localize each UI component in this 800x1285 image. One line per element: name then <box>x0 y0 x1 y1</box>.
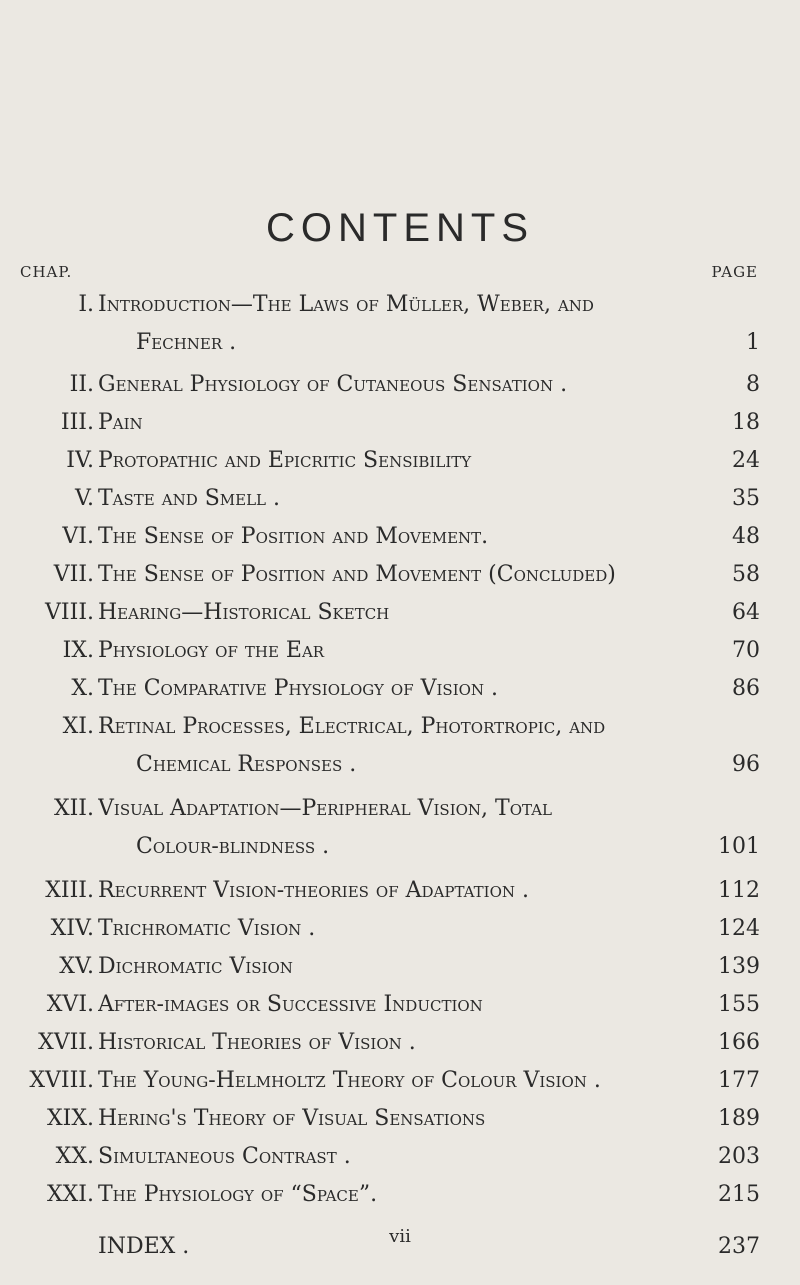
toc-entry <box>0 286 800 362</box>
page-number: 86 <box>732 676 760 701</box>
toc-entry <box>0 790 800 866</box>
toc-entry <box>0 1138 800 1176</box>
chapter-title: Chemical Responses . <box>136 752 357 777</box>
chapter-title: Colour-blindness . <box>136 834 330 859</box>
page-number: 155 <box>718 992 760 1017</box>
chapter-title: Fechner . <box>136 330 237 355</box>
chapter-number: XVII. <box>38 1030 94 1055</box>
page-number: 215 <box>718 1182 760 1207</box>
chapter-number: III. <box>60 410 94 435</box>
chapter-title: The Young-Helmholtz Theory of Colour Vision . <box>98 1068 601 1093</box>
chapter-number: XX. <box>55 1144 94 1169</box>
toc-entry <box>0 1062 800 1100</box>
toc-entry <box>0 1176 800 1214</box>
chapter-number: XXI. <box>46 1182 94 1207</box>
chapter-number: X. <box>71 676 94 701</box>
chapter-title: The Physiology of “Space”. <box>98 1182 378 1207</box>
chapter-title: Simultaneous Contrast . <box>98 1144 351 1169</box>
chapter-number: XIV. <box>50 916 94 941</box>
toc-entry <box>0 1100 800 1138</box>
page-number: 166 <box>718 1030 760 1055</box>
page-number: 35 <box>732 486 760 511</box>
chapter-column-header: CHAP. <box>20 263 73 281</box>
toc-entry <box>0 910 800 948</box>
toc-entry <box>0 872 800 910</box>
chapter-title: Hearing—Historical Sketch <box>98 600 390 625</box>
page-number: 124 <box>718 916 760 941</box>
chapter-title: Dichromatic Vision <box>98 954 293 979</box>
chapter-title: Recurrent Vision-theories of Adaptation . <box>98 878 530 903</box>
toc-entry <box>0 518 800 556</box>
chapter-title: Trichromatic Vision . <box>98 916 316 941</box>
toc-entry <box>0 556 800 594</box>
chapter-title: Hering's Theory of Visual Sensations <box>98 1106 486 1131</box>
chapter-number: VIII. <box>45 600 94 625</box>
page-number: 24 <box>732 448 760 473</box>
chapter-number: II. <box>69 372 94 397</box>
page-number: 64 <box>732 600 760 625</box>
page-number: 112 <box>718 878 760 903</box>
toc-entry <box>0 366 800 404</box>
chapter-number: XVIII. <box>29 1068 94 1093</box>
page-number: 101 <box>718 834 760 859</box>
chapter-title: Historical Theories of Vision . <box>98 1030 416 1055</box>
page-column-header: PAGE <box>711 263 758 281</box>
toc-entry <box>0 986 800 1024</box>
toc-list <box>0 286 800 1266</box>
chapter-number: V. <box>74 486 94 511</box>
page-number: 139 <box>718 954 760 979</box>
page-number: 177 <box>718 1068 760 1093</box>
toc-entry <box>0 1024 800 1062</box>
chapter-title: Introduction—The Laws of Müller, Weber, and <box>98 292 594 317</box>
chapter-title: After-images or Successive Induction <box>98 992 483 1017</box>
page-number: 1 <box>746 330 760 355</box>
page-number: 48 <box>732 524 760 549</box>
toc-entry <box>0 948 800 986</box>
chapter-title: General Physiology of Cutaneous Sensation . <box>98 372 568 397</box>
toc-entry <box>0 404 800 442</box>
chapter-title: The Sense of Position and Movement. <box>98 524 489 549</box>
chapter-title: Taste and Smell . <box>98 486 280 511</box>
chapter-number: XIII. <box>45 878 94 903</box>
chapter-number: XI. <box>62 714 94 739</box>
toc-entry <box>0 442 800 480</box>
page-title: CONTENTS <box>266 206 534 250</box>
page-number: 18 <box>732 410 760 435</box>
chapter-number: IX. <box>62 638 94 663</box>
chapter-number: XVI. <box>46 992 94 1017</box>
toc-entry <box>0 632 800 670</box>
page-folio: vii <box>389 1226 411 1247</box>
chapter-number: I. <box>78 292 94 317</box>
chapter-number: VII. <box>53 562 94 587</box>
chapter-title: The Sense of Position and Movement (Concluded) <box>98 562 616 587</box>
chapter-title: Visual Adaptation—Peripheral Vision, Total <box>98 796 552 821</box>
chapter-title: Protopathic and Epicritic Sensibility <box>98 448 472 473</box>
chapter-number: VI. <box>62 524 94 549</box>
chapter-number: XV. <box>59 954 94 979</box>
chapter-number: XIX. <box>46 1106 94 1131</box>
chapter-title: Retinal Processes, Electrical, Photortropic, and <box>98 714 606 739</box>
toc-entry <box>0 708 800 784</box>
chapter-number: XII. <box>53 796 94 821</box>
page-number: 8 <box>746 372 760 397</box>
toc-entry <box>0 670 800 708</box>
chapter-title: Physiology of the Ear <box>98 638 325 663</box>
page-number: 70 <box>732 638 760 663</box>
page-number: 58 <box>732 562 760 587</box>
page-number: 189 <box>718 1106 760 1131</box>
page-number: 237 <box>718 1234 760 1259</box>
chapter-number: IV. <box>66 448 94 473</box>
chapter-title: Pain <box>98 410 143 435</box>
page-number: 203 <box>718 1144 760 1169</box>
toc-entry <box>0 480 800 518</box>
chapter-title: INDEX . <box>98 1234 190 1259</box>
page-number: 96 <box>732 752 760 777</box>
chapter-title: The Comparative Physiology of Vision . <box>98 676 499 701</box>
toc-entry <box>0 594 800 632</box>
